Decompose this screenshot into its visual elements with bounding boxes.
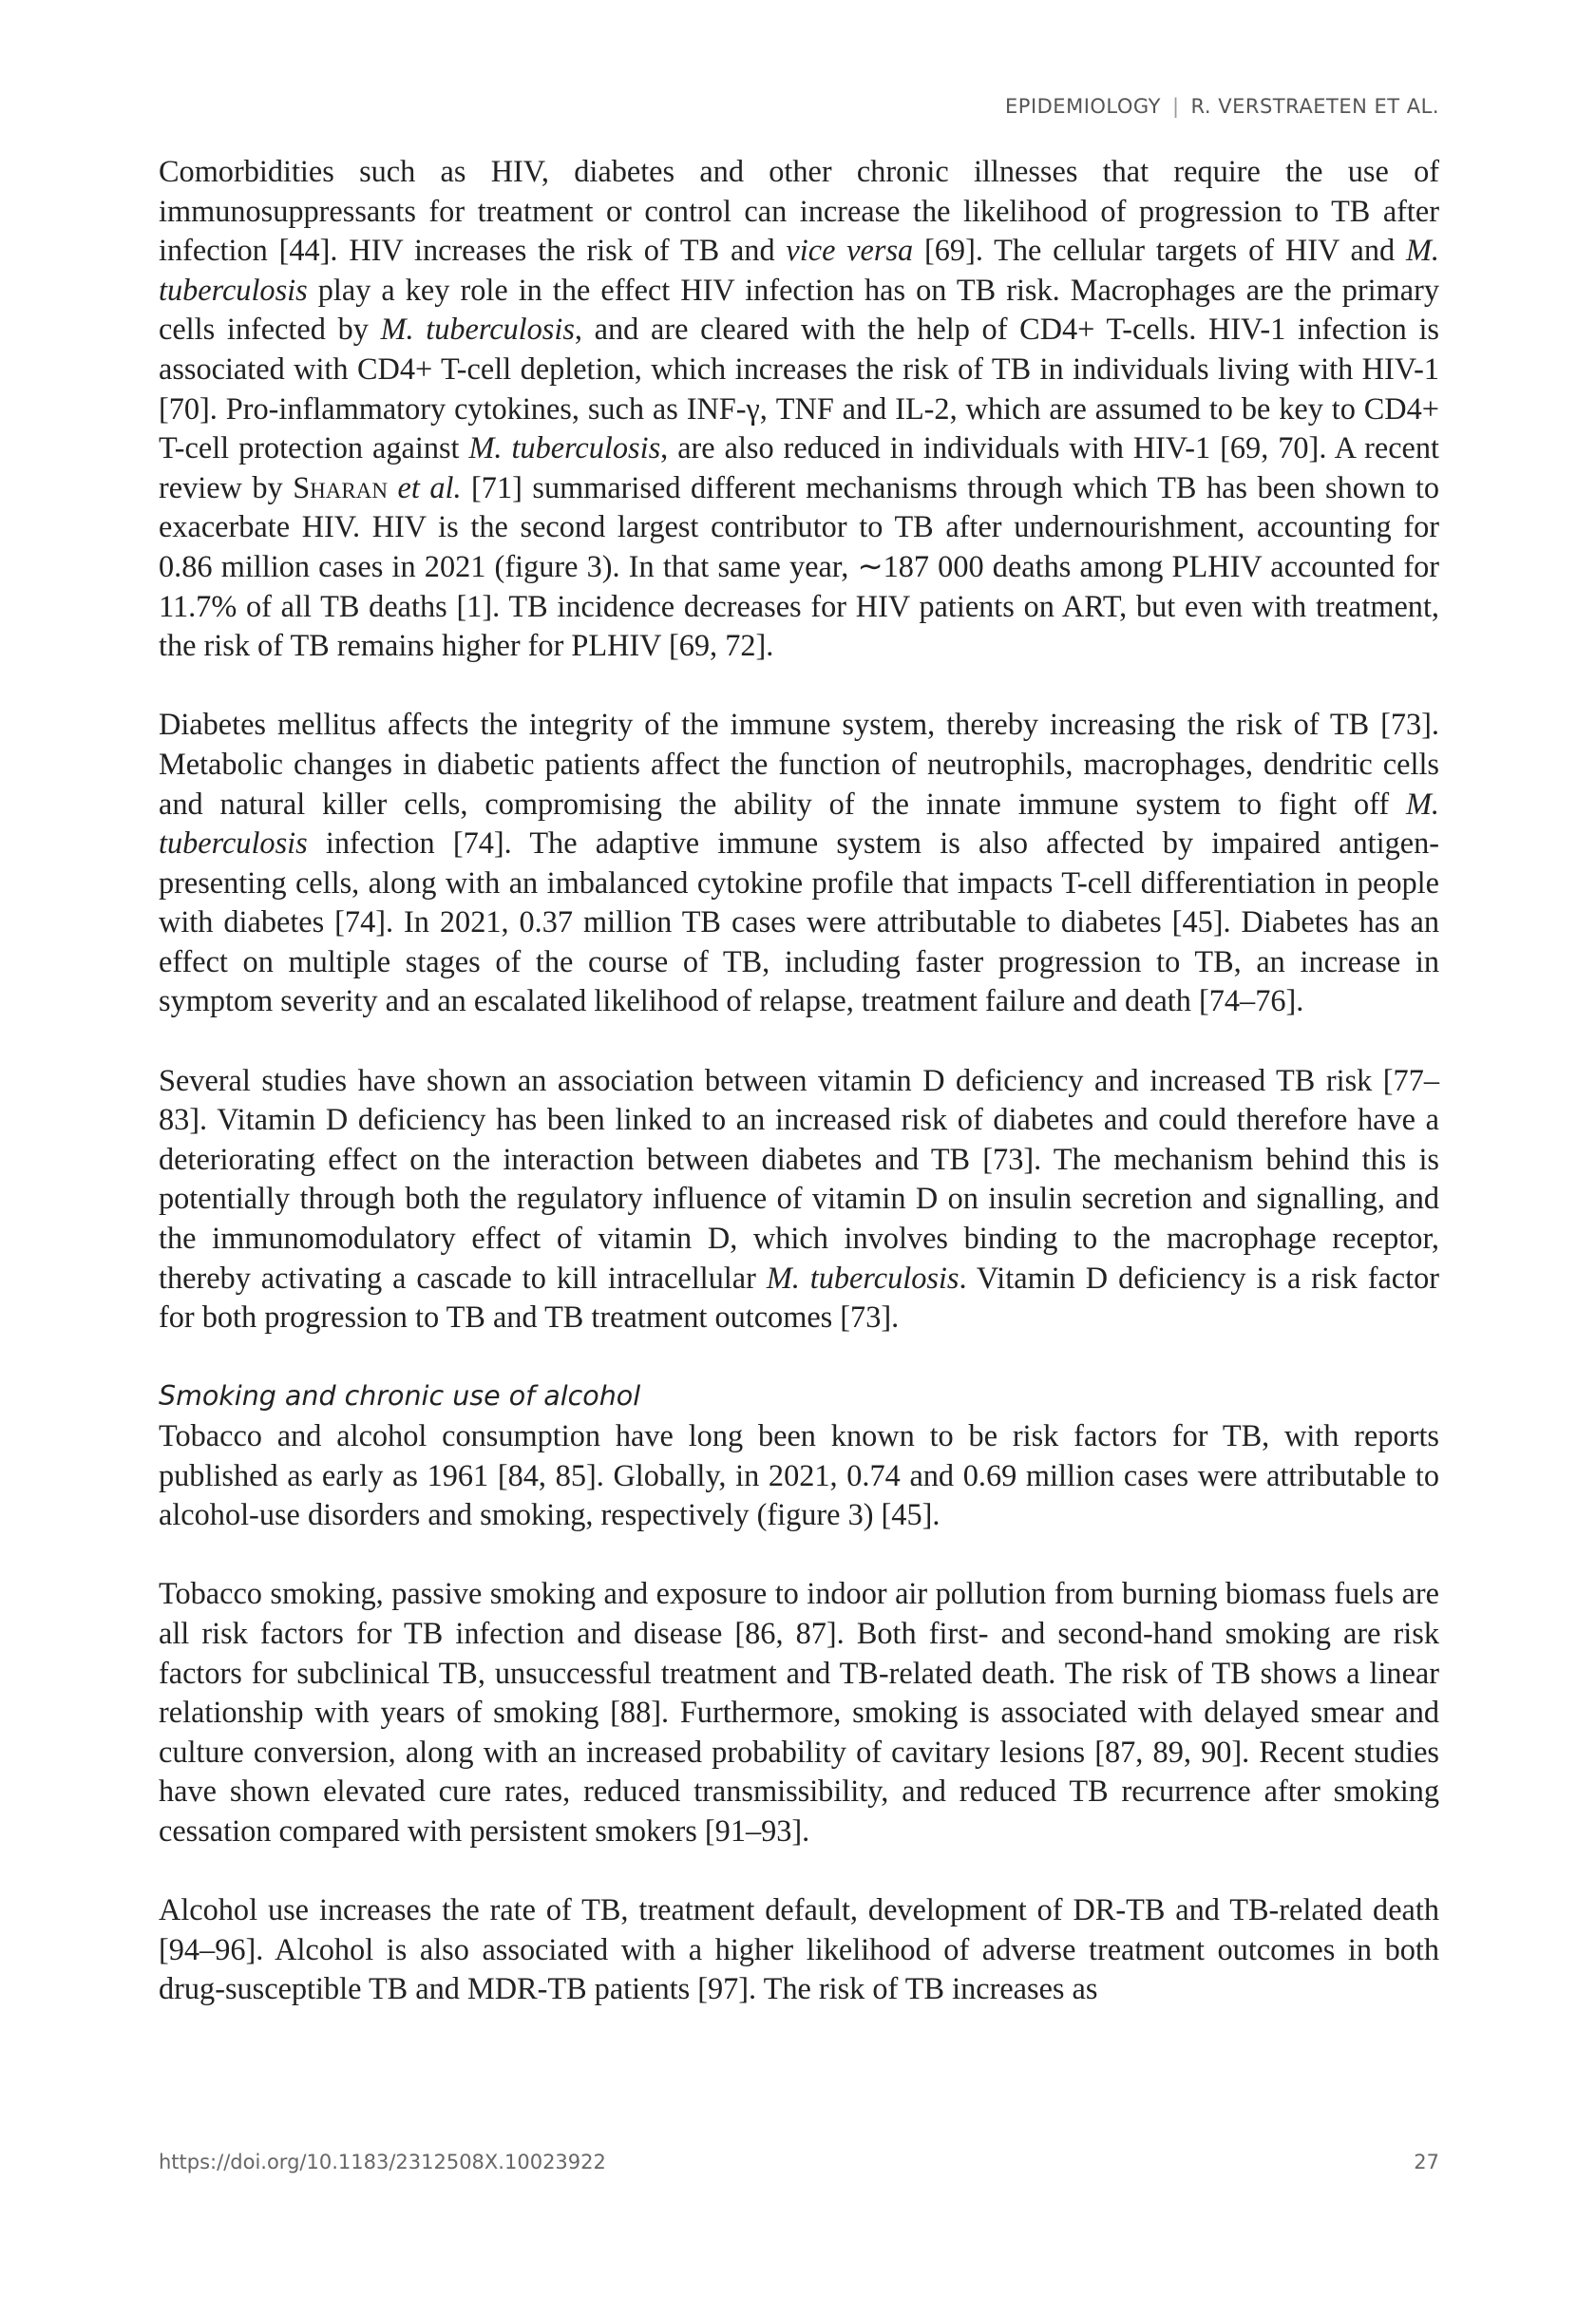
text-run bbox=[388, 470, 398, 504]
body-text bbox=[159, 152, 1439, 2009]
paragraph-alcohol-use: Alcohol use increases the rate of TB, treatment default, development of DR-TB and TB-related death [94–96]. Alcohol is also associated with a higher likelihood of adverse treatment outcomes in both drug-susceptible TB and MDR-TB patients [97]. The risk of TB increases as bbox=[159, 1892, 1439, 2006]
paragraph-tobacco-alcohol-intro: Tobacco and alcohol consumption have long been known to be risk factors for TB, with reports published as early as 1961 [84, 85]. Globally, in 2021, 0.74 and 0.69 million cases were attributable to alcohol-use disorders and smoking, respectively (figure 3) [45]. bbox=[159, 1418, 1439, 1532]
text-run: Several studies have shown an association between vitamin D deficiency and increased TB risk [77–83]. Vitamin D deficiency has been linked to an increased risk of diabetes and could therefore have a deteriorating effect on the interaction between diabetes and TB [73]. The mechanism behind this is potentially through both the regulatory influence of vitamin D on insulin secretion and signalling, and the immunomodulatory effect of vitamin D, which involves binding to the macrophage receptor, thereby activating a cascade to kill intracellular bbox=[159, 1062, 1439, 1295]
text-run: , and are cleared with the help of CD4+ T-cells. HIV-1 infection is associated with CD4+ T-cell depletion, which increases the risk of TB in individuals living with HIV-1 [70]. Pro-inflammatory cytokines, such as INF-γ, TNF and IL-2, which are assumed to be key to CD4+ T-cell protection against bbox=[159, 312, 1439, 465]
author-name-smallcaps: Sharan bbox=[293, 469, 388, 504]
header-authors: R. VERSTRAETEN ET AL. bbox=[1190, 95, 1439, 118]
text-run-italic: M. tuberculosis bbox=[159, 233, 1439, 307]
text-run-italic: M. tuberculosis bbox=[766, 1260, 960, 1295]
text-run-italic: et al. bbox=[397, 469, 462, 504]
text-run-italic: M. tuberculosis bbox=[468, 430, 661, 465]
text-run: [69]. The cellular targets of HIV and bbox=[913, 233, 1407, 268]
paragraph-diabetes bbox=[159, 705, 1439, 1021]
text-run: Diabetes mellitus affects the integrity of the immune system, thereby increasing the risk of TB [73]. Metabolic changes in diabetic patients affect the function of neutrophils, macrophages, dendritic cells and natural killer cells, compromising the ability of the innate immune system to fight off bbox=[159, 707, 1439, 821]
running-header bbox=[1005, 95, 1439, 118]
text-run: [71] summarised different mechanisms through which TB has been shown to exacerbate HIV. HIV is the second largest contributor to TB after undernourishment, accounting for 0.86 million cases in 2021 (figure 3). In that same year, ∼187 000 deaths among PLHIV accounted for 11.7% of all TB deaths [1]. TB incidence decreases for HIV patients on ART, but even with treatment, the risk of TB remains higher for PLHIV [69, 72]. bbox=[159, 469, 1439, 663]
header-section: EPIDEMIOLOGY bbox=[1005, 95, 1161, 118]
text-run-italic: M. tuberculosis bbox=[159, 786, 1439, 861]
text-run: infection [74]. The adaptive immune system is also affected by impaired antigen-presenting cells, along with an imbalanced cytokine profile that impacts T-cell differentiation in people with diabetes [74]. In 2021, 0.37 million TB cases were attributable to diabetes [45]. Diabetes has an effect on multiple stages of the course of TB, including faster progression to TB, an increase in symptom severity and an escalated likelihood of relapse, treatment failure and death [74–76]. bbox=[159, 825, 1439, 1018]
text-run: . Vitamin D deficiency is a risk factor for both progression to TB and TB treatment outcomes [73]. bbox=[159, 1260, 1440, 1335]
text-run-italic: M. tuberculosis bbox=[380, 312, 575, 347]
text-run: Comorbidities such as HIV, diabetes and other chronic illnesses that require the use of immunosuppressants for treatment or control can increase the likelihood of progression to TB after infection [44]. HIV increases the risk of TB and bbox=[159, 154, 1439, 268]
section-heading: Smoking and chronic use of alcohol bbox=[159, 1380, 641, 1413]
text-run: play a key role in the effect HIV infection has on TB risk. Macrophages are the primary cells infected by bbox=[159, 272, 1439, 347]
doi-link[interactable]: https://doi.org/10.1183/2312508X.10023922 bbox=[159, 2151, 606, 2173]
paragraph-vitamin-d bbox=[159, 1061, 1439, 1338]
text-run-italic: vice versa bbox=[786, 233, 914, 268]
page-number: 27 bbox=[1414, 2151, 1439, 2173]
header-separator: | bbox=[1171, 95, 1180, 118]
paragraph-tobacco-smoking: Tobacco smoking, passive smoking and exposure to indoor air pollution from burning biomass fuels are all risk factors for TB infection and disease [86, 87]. Both first- and second-hand smoking are risk factors for subclinical TB, unsuccessful treatment and TB-related death. The risk of TB shows a linear relationship with years of smoking [88]. Furthermore, smoking is associated with delayed smear and culture conversion, along with an increased probability of cavitary lesions [87, 89, 90]. Recent studies have shown elevated cure rates, reduced transmissibility, and reduced TB recurrence after smoking cessation compared with persistent smokers [91–93]. bbox=[159, 1576, 1439, 1848]
paragraph-hiv-comorbidity bbox=[159, 152, 1439, 666]
text-run: , are also reduced in individuals with HIV-1 [69, 70]. A recent review by bbox=[159, 430, 1439, 504]
